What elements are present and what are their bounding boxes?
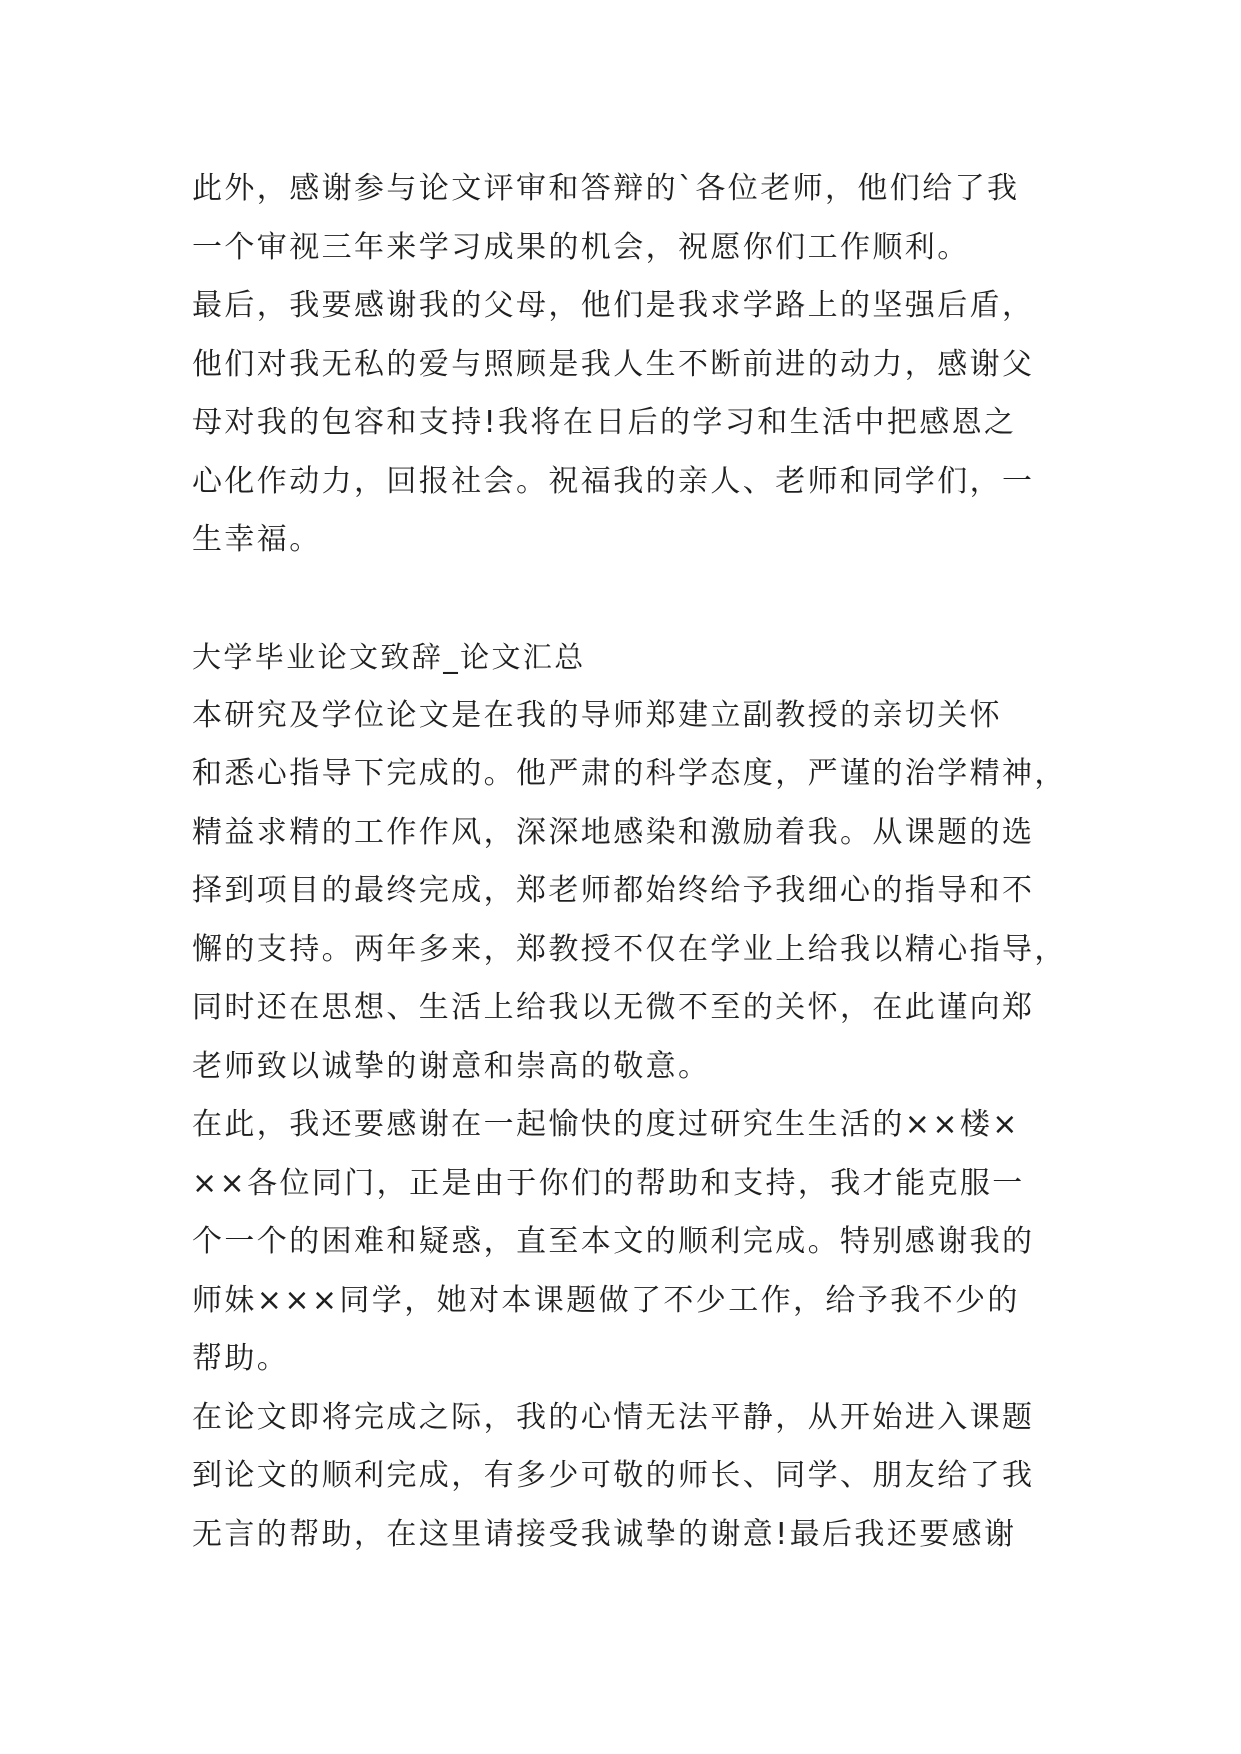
text-line: 精益求精的工作作风，深深地感染和激励着我。从课题的选 — [192, 814, 1035, 850]
text-line: 一个审视三年来学习成果的机会，祝愿你们工作顺利。 — [192, 229, 970, 265]
text-line: 本研究及学位论文是在我的导师郑建立副教授的亲切关怀 — [192, 697, 1002, 733]
text-line: 老师致以诚挚的谢意和崇高的敬意。 — [192, 1048, 711, 1084]
text-line: 母对我的包容和支持!我将在日后的学习和生活中把感恩之 — [192, 405, 1017, 440]
paragraph-thanks-parents — [192, 277, 1072, 570]
text-line: 无言的帮助，在这里请接受我诚挚的谢意!最后我还要感谢 — [192, 1516, 1017, 1552]
document-body — [192, 160, 1072, 1564]
paragraph-thanks-classmates — [192, 1096, 1072, 1389]
text-line: 到论文的顺利完成，有多少可敬的师长、同学、朋友给了我 — [192, 1458, 1035, 1493]
paragraph-thanks-advisor — [192, 687, 1072, 1097]
text-line: 在此，我还要感谢在一起愉快的度过研究生生活的××楼× — [192, 1107, 1020, 1142]
text-line: 他们对我无私的爱与照顾是我人生不断前进的动力，感谢父 — [192, 346, 1035, 382]
text-line: 懈的支持。两年多来，郑教授不仅在学业上给我以精心指导， — [192, 931, 1067, 967]
text-line: 择到项目的最终完成，郑老师都始终给予我细心的指导和不 — [192, 873, 1035, 908]
text-line: 帮助。 — [192, 1341, 290, 1376]
text-line: 此外，感谢参与论文评审和答辩的`各位老师，他们给了我 — [192, 171, 1020, 206]
text-line: 生幸福。 — [192, 522, 322, 557]
text-line: 个一个的困难和疑惑，直至本文的顺利完成。特别感谢我的 — [192, 1224, 1035, 1259]
text-line: 师妹×××同学，她对本课题做了不少工作，给予我不少的 — [192, 1282, 1020, 1318]
paragraph-thanks-reviewers — [192, 160, 1072, 277]
paragraph-gap — [192, 570, 1072, 629]
text-line: 和悉心指导下完成的。他严肃的科学态度，严谨的治学精神， — [192, 756, 1067, 791]
section-title: 大学毕业论文致辞_论文汇总 — [192, 640, 586, 674]
text-line: 最后，我要感谢我的父母，他们是我求学路上的坚强后盾， — [192, 288, 1035, 323]
paragraph-closing-thanks — [192, 1389, 1072, 1565]
text-line: 同时还在思想、生活上给我以无微不至的关怀，在此谨向郑 — [192, 990, 1035, 1025]
text-line: ××各位同门，正是由于你们的帮助和支持，我才能克服一 — [192, 1165, 1025, 1201]
text-line: 在论文即将完成之际，我的心情无法平静，从开始进入课题 — [192, 1399, 1035, 1435]
text-line: 心化作动力，回报社会。祝福我的亲人、老师和同学们，一 — [192, 463, 1035, 499]
